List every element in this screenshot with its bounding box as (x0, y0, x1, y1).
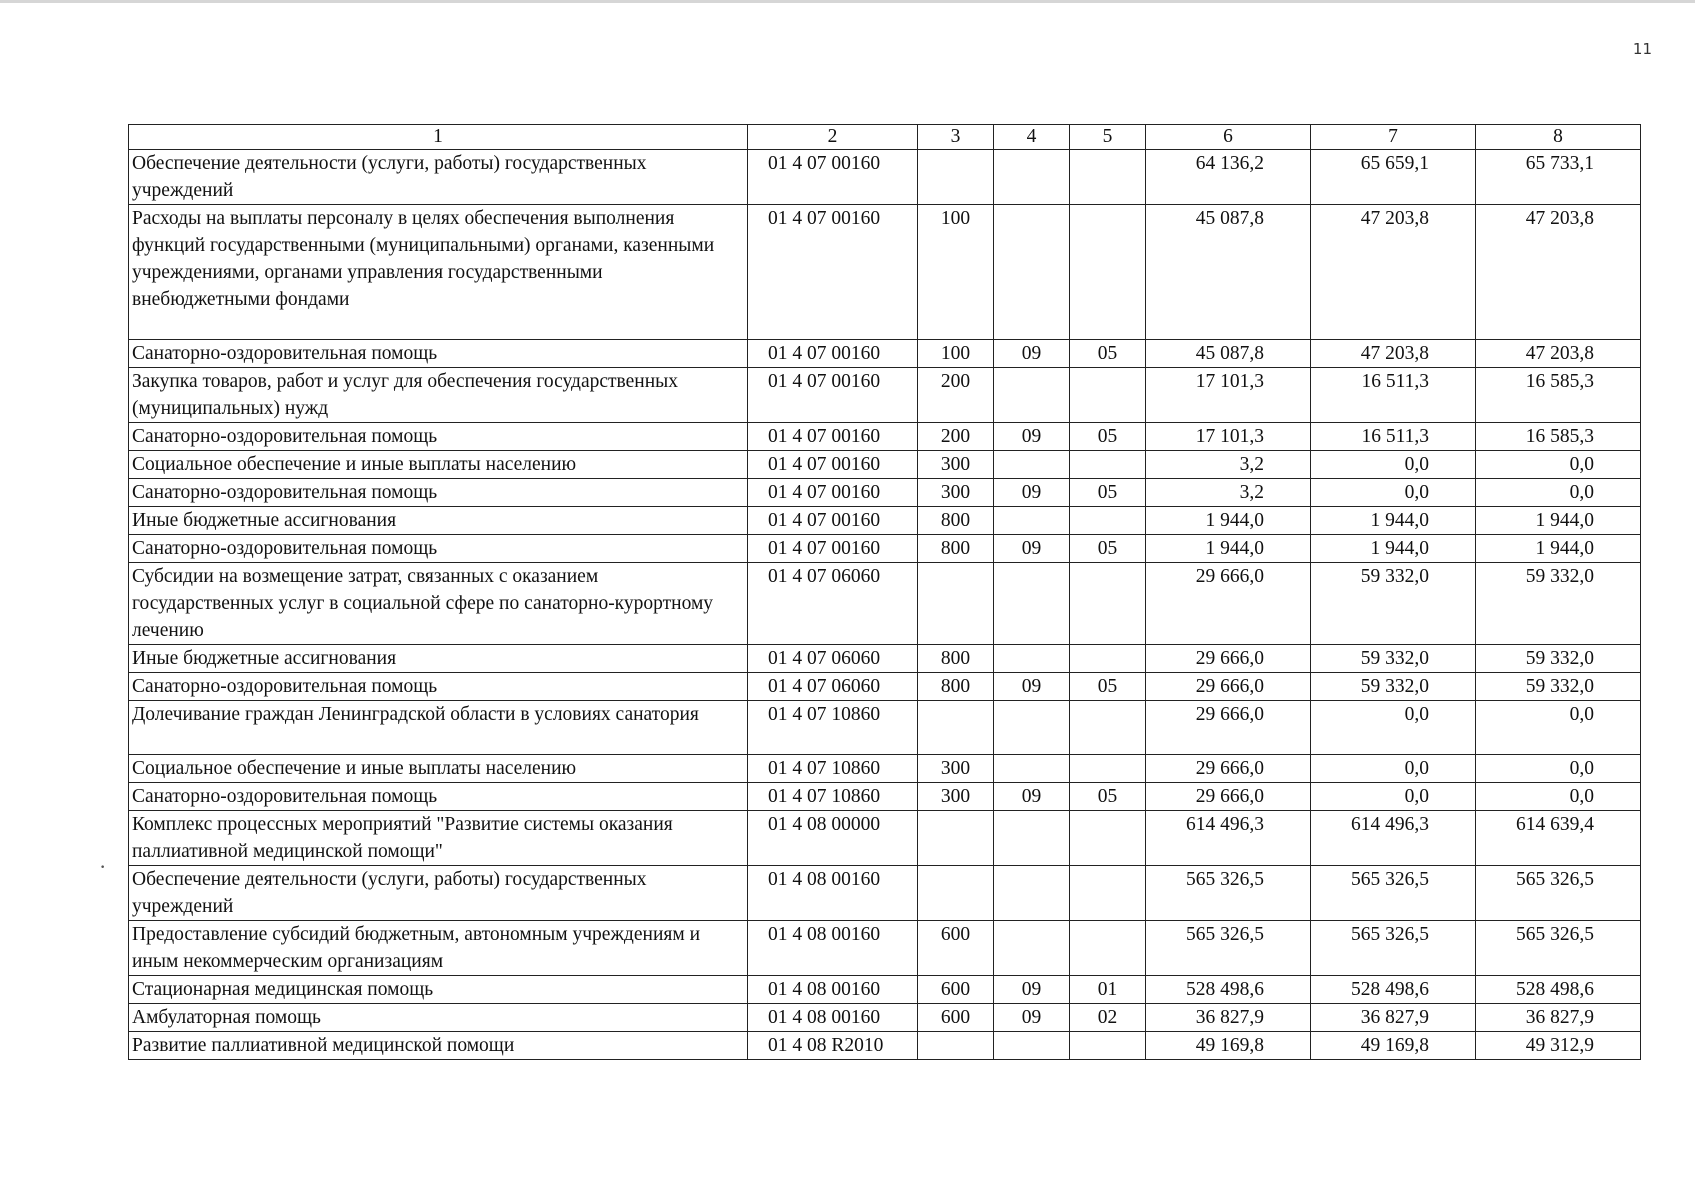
target-article-cell: 01 4 08 00160 (748, 866, 918, 921)
amount-year2-cell: 47 203,8 (1311, 205, 1476, 340)
row-name-cell: Предоставление субсидий бюджетным, автономным учреждениям и иным некоммерческим организациям (129, 921, 748, 976)
row-name-cell: Закупка товаров, работ и услуг для обеспечения государственных (муниципальных) нужд (129, 368, 748, 423)
table-row (129, 1032, 1641, 1060)
expense-type-cell (918, 866, 994, 921)
amount-year2-cell: 16 511,3 (1311, 423, 1476, 451)
table-row (129, 673, 1641, 701)
row-name-cell: Санаторно-оздоровительная помощь (129, 783, 748, 811)
amount-year3-cell: 47 203,8 (1476, 340, 1641, 368)
amount-year1-cell: 29 666,0 (1146, 783, 1311, 811)
section-cell (994, 811, 1070, 866)
expense-type-cell: 600 (918, 1004, 994, 1032)
amount-year2-cell: 0,0 (1311, 701, 1476, 755)
target-article-cell: 01 4 08 00160 (748, 976, 918, 1004)
amount-year1-cell: 29 666,0 (1146, 701, 1311, 755)
row-name-cell: Расходы на выплаты персоналу в целях обеспечения выполнения функций государственными (муниципальными) органами, казенными учреждениями, органами управления государственными внебюджетными фондами (129, 205, 748, 340)
section-cell (994, 921, 1070, 976)
expense-type-cell (918, 1032, 994, 1060)
target-article-cell: 01 4 07 06060 (748, 563, 918, 645)
amount-year2-cell: 59 332,0 (1311, 645, 1476, 673)
row-name-cell: Санаторно-оздоровительная помощь (129, 423, 748, 451)
section-cell: 09 (994, 423, 1070, 451)
section-cell: 09 (994, 673, 1070, 701)
table-row (129, 811, 1641, 866)
amount-year2-cell: 1 944,0 (1311, 535, 1476, 563)
amount-year1-cell: 17 101,3 (1146, 368, 1311, 423)
subsection-cell (1070, 755, 1146, 783)
section-cell: 09 (994, 783, 1070, 811)
amount-year3-cell: 49 312,9 (1476, 1032, 1641, 1060)
table-row (129, 423, 1641, 451)
section-cell (994, 1032, 1070, 1060)
subsection-cell (1070, 645, 1146, 673)
amount-year3-cell: 16 585,3 (1476, 368, 1641, 423)
expense-type-cell: 100 (918, 340, 994, 368)
subsection-cell: 05 (1070, 423, 1146, 451)
amount-year2-cell: 614 496,3 (1311, 811, 1476, 866)
target-article-cell: 01 4 08 00160 (748, 1004, 918, 1032)
amount-year1-cell: 528 498,6 (1146, 976, 1311, 1004)
target-article-cell: 01 4 08 00000 (748, 811, 918, 866)
row-name-cell: Иные бюджетные ассигнования (129, 507, 748, 535)
expense-type-cell: 200 (918, 423, 994, 451)
expense-type-cell: 600 (918, 921, 994, 976)
row-name-cell: Социальное обеспечение и иные выплаты населению (129, 755, 748, 783)
subsection-cell (1070, 507, 1146, 535)
expense-type-cell: 300 (918, 479, 994, 507)
expense-type-cell (918, 811, 994, 866)
amount-year1-cell: 29 666,0 (1146, 673, 1311, 701)
expense-type-cell (918, 701, 994, 755)
amount-year1-cell: 29 666,0 (1146, 563, 1311, 645)
table-row (129, 451, 1641, 479)
amount-year1-cell: 1 944,0 (1146, 535, 1311, 563)
expense-type-cell: 800 (918, 673, 994, 701)
row-name-cell: Стационарная медицинская помощь (129, 976, 748, 1004)
target-article-cell: 01 4 07 00160 (748, 479, 918, 507)
amount-year1-cell: 45 087,8 (1146, 340, 1311, 368)
amount-year2-cell: 59 332,0 (1311, 563, 1476, 645)
subsection-cell: 02 (1070, 1004, 1146, 1032)
amount-year1-cell: 565 326,5 (1146, 866, 1311, 921)
table-row (129, 921, 1641, 976)
amount-year3-cell: 47 203,8 (1476, 205, 1641, 340)
target-article-cell: 01 4 07 00160 (748, 451, 918, 479)
amount-year3-cell: 1 944,0 (1476, 507, 1641, 535)
amount-year3-cell: 0,0 (1476, 755, 1641, 783)
amount-year1-cell: 17 101,3 (1146, 423, 1311, 451)
section-cell (994, 205, 1070, 340)
header-row (129, 125, 1641, 150)
subsection-cell (1070, 921, 1146, 976)
table-row (129, 368, 1641, 423)
amount-year3-cell: 1 944,0 (1476, 535, 1641, 563)
section-cell (994, 563, 1070, 645)
expense-type-cell: 100 (918, 205, 994, 340)
amount-year2-cell: 528 498,6 (1311, 976, 1476, 1004)
expense-type-cell: 300 (918, 451, 994, 479)
subsection-cell: 05 (1070, 535, 1146, 563)
target-article-cell: 01 4 07 00160 (748, 507, 918, 535)
expense-type-cell (918, 563, 994, 645)
row-name-cell: Санаторно-оздоровительная помощь (129, 479, 748, 507)
table-row (129, 783, 1641, 811)
amount-year3-cell: 565 326,5 (1476, 921, 1641, 976)
row-name-cell: Иные бюджетные ассигнования (129, 645, 748, 673)
amount-year2-cell: 0,0 (1311, 479, 1476, 507)
table-row (129, 563, 1641, 645)
section-cell: 09 (994, 479, 1070, 507)
amount-year1-cell: 45 087,8 (1146, 205, 1311, 340)
amount-year3-cell: 565 326,5 (1476, 866, 1641, 921)
amount-year2-cell: 0,0 (1311, 451, 1476, 479)
amount-year3-cell: 0,0 (1476, 451, 1641, 479)
row-name-cell: Санаторно-оздоровительная помощь (129, 535, 748, 563)
amount-year3-cell: 0,0 (1476, 783, 1641, 811)
budget-table (128, 124, 1641, 1060)
page-number: 11 (1632, 40, 1652, 58)
target-article-cell: 01 4 07 00160 (748, 535, 918, 563)
amount-year3-cell: 59 332,0 (1476, 645, 1641, 673)
expense-type-cell: 600 (918, 976, 994, 1004)
amount-year1-cell: 614 496,3 (1146, 811, 1311, 866)
amount-year1-cell: 64 136,2 (1146, 150, 1311, 205)
target-article-cell: 01 4 07 10860 (748, 755, 918, 783)
subsection-cell (1070, 811, 1146, 866)
header-cell: 8 (1476, 125, 1641, 150)
header-cell: 6 (1146, 125, 1311, 150)
table-row (129, 645, 1641, 673)
header-cell: 5 (1070, 125, 1146, 150)
target-article-cell: 01 4 08 R2010 (748, 1032, 918, 1060)
amount-year3-cell: 0,0 (1476, 701, 1641, 755)
amount-year1-cell: 29 666,0 (1146, 755, 1311, 783)
target-article-cell: 01 4 07 06060 (748, 645, 918, 673)
amount-year2-cell: 1 944,0 (1311, 507, 1476, 535)
scan-speck: • (100, 863, 106, 873)
table-row (129, 976, 1641, 1004)
amount-year3-cell: 528 498,6 (1476, 976, 1641, 1004)
amount-year3-cell: 0,0 (1476, 479, 1641, 507)
subsection-cell: 05 (1070, 340, 1146, 368)
table-row (129, 701, 1641, 755)
subsection-cell (1070, 205, 1146, 340)
amount-year2-cell: 47 203,8 (1311, 340, 1476, 368)
table-row (129, 866, 1641, 921)
target-article-cell: 01 4 07 06060 (748, 673, 918, 701)
top-edge-rule (0, 0, 1695, 3)
target-article-cell: 01 4 07 00160 (748, 423, 918, 451)
subsection-cell (1070, 1032, 1146, 1060)
subsection-cell (1070, 451, 1146, 479)
expense-type-cell: 800 (918, 535, 994, 563)
section-cell (994, 755, 1070, 783)
header-cell: 4 (994, 125, 1070, 150)
amount-year2-cell: 565 326,5 (1311, 921, 1476, 976)
section-cell: 09 (994, 1004, 1070, 1032)
amount-year1-cell: 36 827,9 (1146, 1004, 1311, 1032)
section-cell (994, 451, 1070, 479)
subsection-cell (1070, 866, 1146, 921)
amount-year1-cell: 29 666,0 (1146, 645, 1311, 673)
amount-year1-cell: 49 169,8 (1146, 1032, 1311, 1060)
amount-year1-cell: 3,2 (1146, 451, 1311, 479)
row-name-cell: Комплекс процессных мероприятий "Развитие системы оказания паллиативной медицинской помощи" (129, 811, 748, 866)
amount-year3-cell: 36 827,9 (1476, 1004, 1641, 1032)
row-name-cell: Санаторно-оздоровительная помощь (129, 673, 748, 701)
subsection-cell (1070, 368, 1146, 423)
amount-year2-cell: 49 169,8 (1311, 1032, 1476, 1060)
table-row (129, 205, 1641, 340)
subsection-cell: 05 (1070, 783, 1146, 811)
table-row (129, 479, 1641, 507)
target-article-cell: 01 4 07 00160 (748, 205, 918, 340)
amount-year1-cell: 1 944,0 (1146, 507, 1311, 535)
subsection-cell (1070, 563, 1146, 645)
section-cell (994, 368, 1070, 423)
target-article-cell: 01 4 07 10860 (748, 701, 918, 755)
amount-year3-cell: 614 639,4 (1476, 811, 1641, 866)
subsection-cell: 05 (1070, 479, 1146, 507)
subsection-cell (1070, 150, 1146, 205)
expense-type-cell: 800 (918, 507, 994, 535)
amount-year2-cell: 65 659,1 (1311, 150, 1476, 205)
table-row (129, 150, 1641, 205)
header-cell: 3 (918, 125, 994, 150)
subsection-cell: 05 (1070, 673, 1146, 701)
header-cell: 7 (1311, 125, 1476, 150)
section-cell: 09 (994, 340, 1070, 368)
amount-year2-cell: 16 511,3 (1311, 368, 1476, 423)
target-article-cell: 01 4 07 00160 (748, 340, 918, 368)
table-row (129, 1004, 1641, 1032)
amount-year3-cell: 59 332,0 (1476, 673, 1641, 701)
section-cell (994, 701, 1070, 755)
amount-year2-cell: 565 326,5 (1311, 866, 1476, 921)
section-cell: 09 (994, 535, 1070, 563)
table-row (129, 340, 1641, 368)
target-article-cell: 01 4 07 10860 (748, 783, 918, 811)
amount-year2-cell: 36 827,9 (1311, 1004, 1476, 1032)
amount-year2-cell: 0,0 (1311, 783, 1476, 811)
expense-type-cell: 300 (918, 755, 994, 783)
subsection-cell (1070, 701, 1146, 755)
row-name-cell: Амбулаторная помощь (129, 1004, 748, 1032)
section-cell: 09 (994, 976, 1070, 1004)
row-name-cell: Развитие паллиативной медицинской помощи (129, 1032, 748, 1060)
amount-year3-cell: 59 332,0 (1476, 563, 1641, 645)
amount-year1-cell: 565 326,5 (1146, 921, 1311, 976)
expense-type-cell: 800 (918, 645, 994, 673)
table-row (129, 755, 1641, 783)
row-name-cell: Социальное обеспечение и иные выплаты населению (129, 451, 748, 479)
amount-year2-cell: 0,0 (1311, 755, 1476, 783)
section-cell (994, 866, 1070, 921)
amount-year2-cell: 59 332,0 (1311, 673, 1476, 701)
row-name-cell: Субсидии на возмещение затрат, связанных с оказанием государственных услуг в социальной сфере по санаторно-курортному лечению (129, 563, 748, 645)
amount-year3-cell: 65 733,1 (1476, 150, 1641, 205)
expense-type-cell (918, 150, 994, 205)
amount-year1-cell: 3,2 (1146, 479, 1311, 507)
header-cell: 1 (129, 125, 748, 150)
subsection-cell: 01 (1070, 976, 1146, 1004)
table-row (129, 507, 1641, 535)
amount-year3-cell: 16 585,3 (1476, 423, 1641, 451)
expense-type-cell: 300 (918, 783, 994, 811)
row-name-cell: Долечивание граждан Ленинградской области в условиях санатория (129, 701, 748, 755)
row-name-cell: Обеспечение деятельности (услуги, работы) государственных учреждений (129, 866, 748, 921)
target-article-cell: 01 4 07 00160 (748, 368, 918, 423)
target-article-cell: 01 4 08 00160 (748, 921, 918, 976)
table-row (129, 535, 1641, 563)
section-cell (994, 507, 1070, 535)
section-cell (994, 645, 1070, 673)
target-article-cell: 01 4 07 00160 (748, 150, 918, 205)
expense-type-cell: 200 (918, 368, 994, 423)
header-cell: 2 (748, 125, 918, 150)
row-name-cell: Обеспечение деятельности (услуги, работы) государственных учреждений (129, 150, 748, 205)
section-cell (994, 150, 1070, 205)
row-name-cell: Санаторно-оздоровительная помощь (129, 340, 748, 368)
